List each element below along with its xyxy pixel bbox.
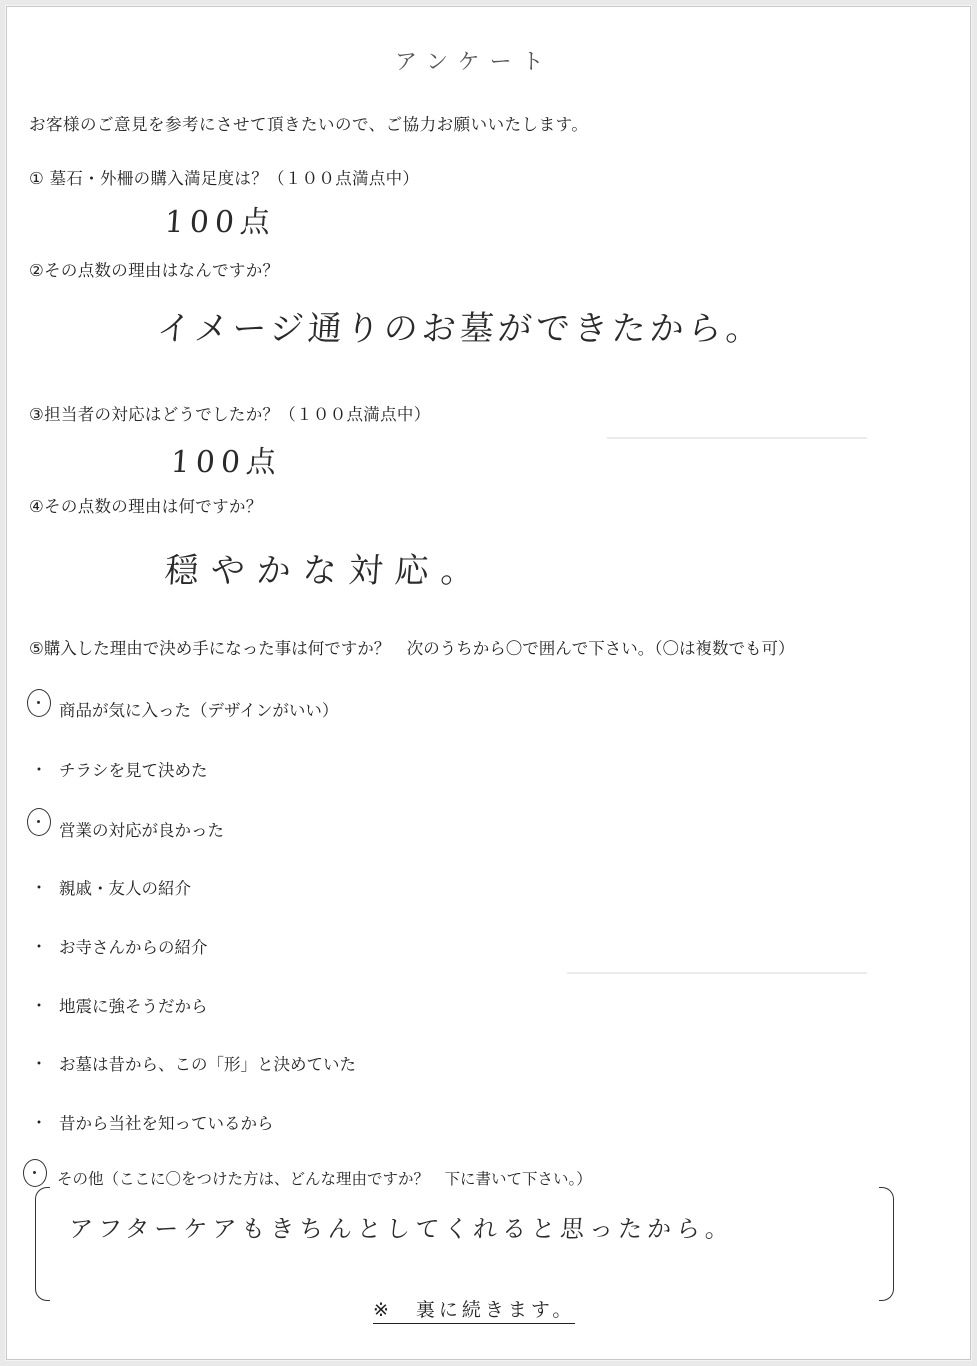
option-other: その他（ここに〇をつけた方は、どんな理由ですか？ 下に書いて下さい。） xyxy=(57,1170,592,1188)
circled-mark-icon xyxy=(27,689,51,717)
option-referral-friend: 親戚・友人の紹介 xyxy=(59,879,191,898)
question-2-label: ②その点数の理由はなんですか？ xyxy=(29,261,280,280)
option-known-company: 昔から当社を知っているから xyxy=(59,1114,274,1133)
option-flyer: チラシを見て決めた xyxy=(59,761,208,780)
bullet-icon: ・ xyxy=(31,937,48,956)
option-referral-temple: お寺さんからの紹介 xyxy=(59,938,208,957)
survey-title: アンケート xyxy=(395,50,554,75)
survey-sheet xyxy=(6,6,971,1360)
question-4-answer: 穏やかな対応。 xyxy=(163,551,489,591)
question-5-label: ⑤購入した理由で決め手になった事は何ですか？ 次のうちから〇で囲んで下さい。（〇は複数でも可） xyxy=(29,639,795,658)
bullet-icon: ・ xyxy=(31,1113,48,1132)
bullet-icon: ・ xyxy=(31,878,48,897)
other-reason-answer: アフターケアもきちんとしてくれると思ったから。 xyxy=(67,1215,736,1243)
option-design: 商品が気に入った（デザインがいい） xyxy=(59,701,339,720)
scan-artifact xyxy=(607,437,867,439)
question-1-answer: 100点 xyxy=(163,205,278,240)
bullet-icon: ・ xyxy=(31,1054,48,1073)
question-1-label: ① 墓石・外柵の購入満足度は？（１００点満点中） xyxy=(29,169,420,188)
circled-mark-icon xyxy=(23,1159,47,1187)
answer-box-right-bracket xyxy=(879,1187,894,1301)
question-3-answer: 100点 xyxy=(169,445,284,480)
continue-on-back-note: ※ 裏に続きます。 xyxy=(373,1295,575,1324)
option-earthquake: 地震に強そうだから xyxy=(59,997,208,1016)
bullet-icon: ・ xyxy=(31,760,48,779)
question-3-label: ③担当者の対応はどうでしたか？（１００点満点中） xyxy=(29,405,431,424)
scan-artifact xyxy=(567,972,867,974)
bullet-icon: ・ xyxy=(31,996,48,1015)
answer-box-left-bracket xyxy=(35,1187,50,1301)
question-2-answer: イメージ通りのお墓ができたから。 xyxy=(155,309,766,349)
option-sales-response: 営業の対応が良かった xyxy=(59,821,224,840)
option-decided-shape: お墓は昔から、この「形」と決めていた xyxy=(59,1055,356,1074)
question-4-label: ④その点数の理由は何ですか？ xyxy=(29,497,263,516)
circled-mark-icon xyxy=(27,808,51,836)
intro-text: お客様のご意見を参考にさせて頂きたいので、ご協力お願いいたします。 xyxy=(29,115,589,134)
